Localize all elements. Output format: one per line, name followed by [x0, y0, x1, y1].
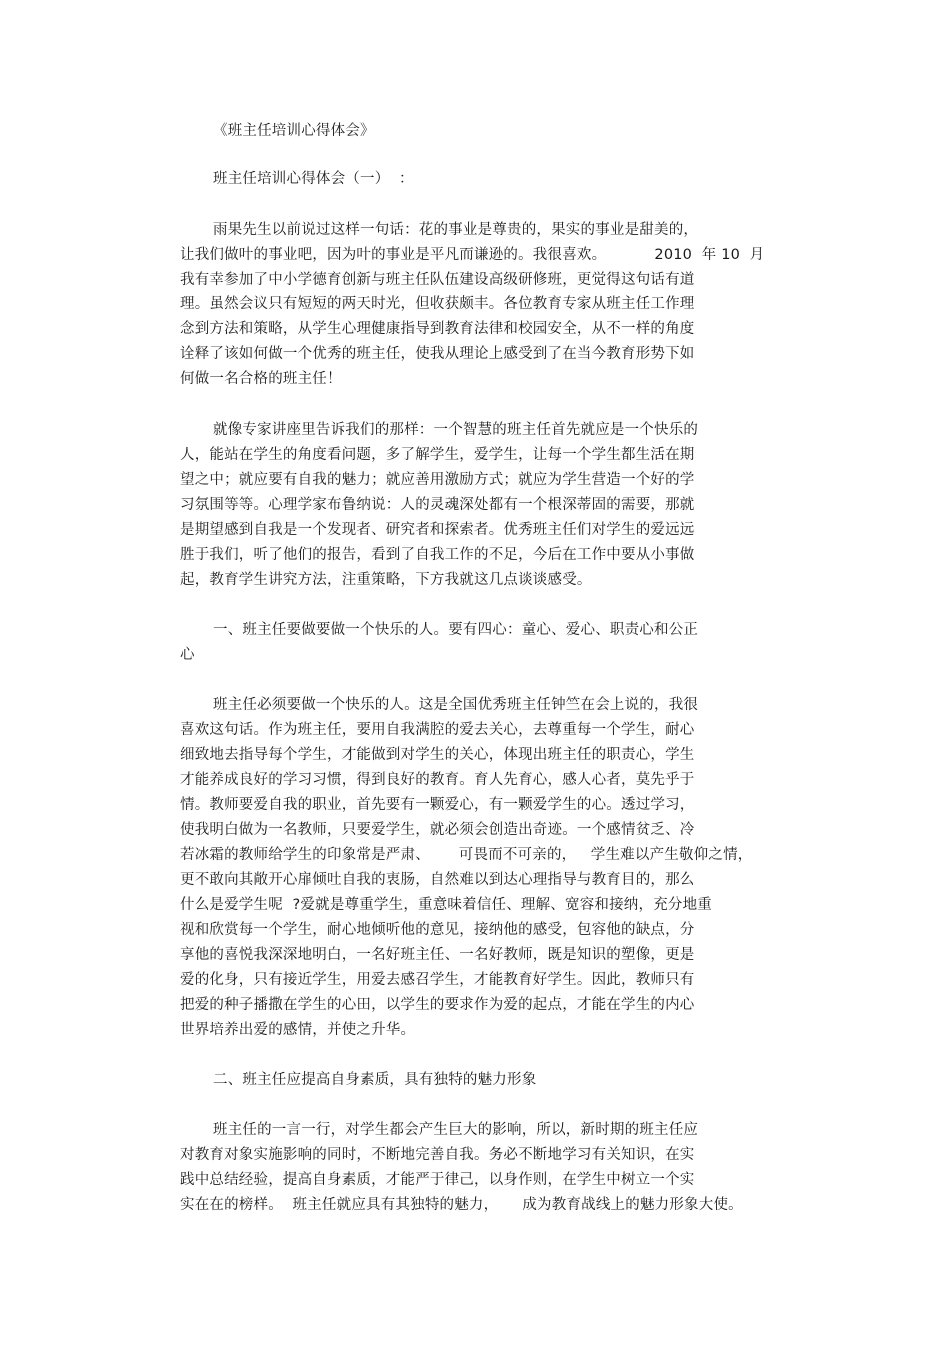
paragraph-line: 雨果先生以前说过这样一句话：花的事业是尊贵的，果实的事业是甜美的， [213, 222, 699, 238]
paragraph-line: 习氛围等等。心理学家布鲁纳说：人的灵魂深处都有一个根深蒂固的需要，那就 [180, 497, 695, 513]
heading-line: 心 [180, 647, 195, 663]
paragraph-line: 胜于我们，听了他们的报告，看到了自我工作的不足，今后在工作中要从小事做 [180, 547, 695, 563]
paragraph-line: 享他的喜悦我深深地明白，一名好班主任、一名好教师，既是知识的塑像，更是 [180, 947, 695, 963]
heading-line: 二、班主任应提高自身素质，具有独特的魅力形象 [213, 1072, 537, 1088]
paragraph-line: 若冰霜的教师给学生的印象常是严肃、 可畏而不可亲的， 学生难以产生敬仰之情， [180, 847, 753, 863]
heading-line: 一、班主任要做要做一个快乐的人。要有四心：童心、爱心、职责心和公正 [213, 622, 699, 638]
paragraph-line: 爱的化身，只有接近学生，用爱去感召学生，才能教育好学生。因此，教师只有 [180, 972, 695, 988]
paragraph-line: 念到方法和策略，从学生心理健康指导到教育法律和校园安全，从不一样的角度 [180, 321, 695, 337]
paragraph-line: 世界培养出爱的感情，并使之升华。 [180, 1022, 416, 1038]
paragraph-line: 才能养成良好的学习习惯，得到良好的教育。育人先育心，感人心者，莫先乎于 [180, 772, 695, 788]
document-title: 《班主任培训心得体会》 [213, 123, 375, 139]
paragraph-line: 细致地去指导每个学生，才能做到对学生的关心，体现出班主任的职责心，学生 [180, 747, 695, 763]
paragraph-line: 实在在的榜样。 班主任就应具有其独特的魅力， 成为教育战线上的魅力形象大使。 [180, 1197, 743, 1213]
paragraph-line: 对教育对象实施影响的同时，不断地完善自我。务必不断地学习有关知识，在实 [180, 1147, 695, 1163]
paragraph-line: 就像专家讲座里告诉我们的那样：一个智慧的班主任首先就应是一个快乐的 [213, 422, 699, 438]
paragraph-line: 望之中；就应要有自我的魅力；就应善用激励方式；就应为学生营造一个好的学 [180, 472, 695, 488]
paragraph-line: 是期望感到自我是一个发现者、研究者和探索者。优秀班主任们对学生的爱远远 [180, 522, 695, 538]
paragraph-line: 让我们做叶的事业吧，因为叶的事业是平凡而谦逊的。我很喜欢。 2010 年 10 月 [180, 247, 765, 263]
paragraph-line: 起，教育学生讲究方法，注重策略，下方我就这几点谈谈感受。 [180, 572, 592, 588]
paragraph-line: 情。教师要爱自我的职业，首先要有一颗爱心，有一颗爱学生的心。透过学习， [180, 797, 695, 813]
paragraph-line: 我有幸参加了中小学德育创新与班主任队伍建设高级研修班，更觉得这句话有道 [180, 272, 695, 288]
paragraph-line: 班主任必须要做一个快乐的人。这是全国优秀班主任钟竺在会上说的，我很 [213, 697, 699, 713]
document-subtitle: 班主任培训心得体会（一） ： [213, 171, 414, 187]
paragraph-line: 喜欢这句话。作为班主任，要用自我满腔的爱去关心，去尊重每一个学生，耐心 [180, 722, 695, 738]
paragraph-line: 理。虽然会议只有短短的两天时光，但收获颇丰。各位教育专家从班主任工作理 [180, 296, 695, 312]
paragraph-line: 更不敢向其敞开心扉倾吐自我的衷肠，自然难以到达心理指导与教育目的，那么 [180, 872, 695, 888]
paragraph-line: 什么是爱学生呢 ?爱就是尊重学生，重意味着信任、理解、宽容和接纳，充分地重 [180, 897, 713, 913]
paragraph-line: 班主任的一言一行，对学生都会产生巨大的影响，所以，新时期的班主任应 [213, 1122, 699, 1138]
paragraph-line: 践中总结经验，提高自身素质，才能严于律己，以身作则，在学生中树立一个实 [180, 1172, 695, 1188]
paragraph-line: 人，能站在学生的角度看问题，多了解学生，爱学生，让每一个学生都生活在期 [180, 447, 695, 463]
paragraph-line: 把爱的种子播撒在学生的心田，以学生的要求作为爱的起点，才能在学生的内心 [180, 997, 695, 1013]
paragraph-line: 何做一名合格的班主任！ [180, 371, 342, 387]
paragraph-line: 视和欣赏每一个学生，耐心地倾听他的意见，接纳他的感受，包容他的缺点，分 [180, 922, 695, 938]
paragraph-line: 使我明白做为一名教师，只要爱学生，就必须会创造出奇迹。一个感情贫乏、冷 [180, 822, 695, 838]
paragraph-line: 诠释了该如何做一个优秀的班主任，使我从理论上感受到了在当今教育形势下如 [180, 346, 695, 362]
